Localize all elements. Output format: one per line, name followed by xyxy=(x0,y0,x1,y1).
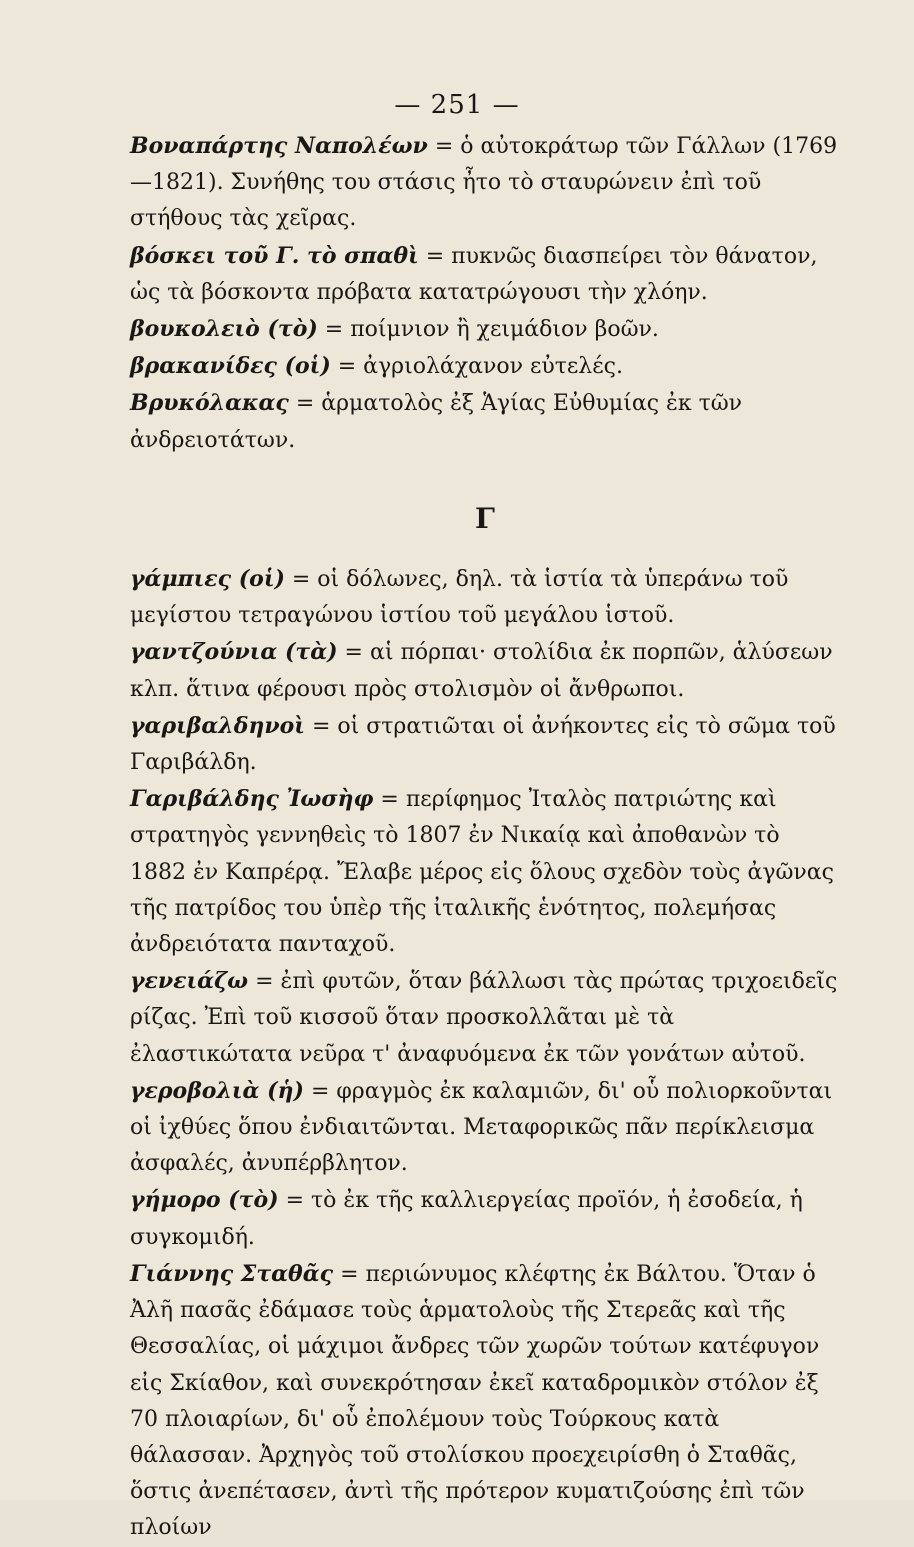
dictionary-entry xyxy=(130,128,840,238)
definition: = τὸ ἐκ τῆς καλλιεργείας προϊόν, ἡ ἐσοδεία, ἡ συγκομιδή. xyxy=(130,1188,803,1250)
definition: = φραγμὸς ἐκ καλαμιῶν, δι' οὗ πολιορκοῦνται οἱ ἰχθύες ὅπου ἐνδιαιτῶνται. Μεταφορικῶς πᾶν περίκλεισμα ἀσφαλές, ἀνυπέρβλητον. xyxy=(130,1078,833,1177)
headword: γάμπιες (οἱ) xyxy=(130,566,285,593)
headword: βουκολειὸ (τὸ) xyxy=(130,316,318,343)
dictionary-entry xyxy=(130,348,840,385)
page-number: — 251 — xyxy=(394,90,520,120)
definition: = περίφημος Ἰταλὸς πατριώτης καὶ στρατηγὸς γεννηθεὶς τὸ 1807 ἐν Νικαίᾳ καὶ ἀποθανὼν τὸ 1882 ἐν Καπρέρᾳ. Ἔλαβε μέρος εἰς ὅλους σχεδὸν τοὺς ἀγῶνας τῆς πατρίδος του ὑπὲρ τῆς ἰταλικῆς ἑνότητος, πολεμήσας ἀνδρειότατα πανταχοῦ. xyxy=(130,787,834,958)
headword: βόσκει τοῦ Γ. τὸ σπαθὶ xyxy=(130,242,419,269)
headword: γενειάζω xyxy=(130,968,249,995)
dictionary-text xyxy=(130,128,840,1547)
dictionary-entry xyxy=(130,238,840,311)
headword: Γιάννης Σταθᾶς xyxy=(130,1260,334,1287)
headword: Βρυκόλακας xyxy=(130,390,289,417)
dictionary-entry xyxy=(130,963,840,1073)
definition: = ποίμνιον ἢ χειμάδιον βοῶν. xyxy=(324,317,659,343)
headword: Γαριβάλδης Ἰωσὴφ xyxy=(130,786,374,813)
definition: = περιώνυμος κλέφτης ἐκ Βάλτου. Ὅταν ὁ Ἀλῆ πασᾶς ἐδάμασε τοὺς ἁρματολοὺς τῆς Στερεᾶς καὶ τῆς Θεσσαλίας, οἱ μάχιμοι ἄνδρες τῶν χωρῶν τούτων κατέφυγον εἰς Σκίαθον, καὶ συνεκρότησαν ἐκεῖ καταδρομικὸν στόλον ἐξ 70 πλοιαρίων, δι' οὗ ἐπολέμουν τοὺς Τούρκους κατὰ θάλασσαν. Ἀρχηγὸς τοῦ στολίσκου προεχειρίσθη ὁ Σταθᾶς, ὅστις ἀνεπέτασεν, ἀντὶ τῆς πρότερον κυματιζούσης ἐπὶ τῶν πλοίων xyxy=(130,1261,820,1541)
dictionary-entry xyxy=(130,781,840,963)
section-letter-heading: Γ xyxy=(475,501,495,535)
definition: = ἐπὶ φυτῶν, ὅταν βάλλωσι τὰς πρώτας τριχοειδεῖς ρίζας. Ἐπὶ τοῦ κισσοῦ ὅταν προσκολλᾶται μὲ τὰ ἐλαστικώτατα νεῦρα τ' ἀναφυόμενα ἐκ τῶν γονάτων αὐτοῦ. xyxy=(130,969,838,1067)
entries-after-section xyxy=(130,561,840,1546)
definition: = ἀγριολάχανον εὐτελές. xyxy=(337,354,623,380)
dictionary-entry xyxy=(130,1256,840,1547)
headword: γήμορο (τὸ) xyxy=(130,1187,279,1214)
definition: = αἱ πόρπαι· στολίδια ἐκ πορπῶν, ἁλύσεων κλπ. ἅτινα φέρουσι πρὸς στολισμὸν οἱ ἄνθρωποι. xyxy=(130,640,833,702)
dictionary-entry xyxy=(130,708,840,781)
definition: = ἁρματολὸς ἐξ Ἁγίας Εὐθυμίας ἐκ τῶν ἀνδρειοτάτων. xyxy=(130,391,743,453)
dictionary-entry xyxy=(130,311,840,348)
headword: Βοναπάρτης Ναπολέων xyxy=(130,133,428,159)
dictionary-entry xyxy=(130,1182,840,1255)
dictionary-entry xyxy=(130,385,840,458)
headword: γαντζούνια (τὰ) xyxy=(130,639,338,666)
headword: βρακανίδες (οἱ) xyxy=(130,353,331,380)
entries-before-section xyxy=(130,128,840,459)
headword: γαριβαλδηνοὶ xyxy=(130,712,305,739)
dictionary-entry xyxy=(130,634,840,707)
definition: = οἱ δόλωνες, δηλ. τὰ ἱστία τὰ ὑπεράνω τοῦ μεγίστου τετραγώνου ἱστίου τοῦ μεγάλου ἱστοῦ. xyxy=(130,567,789,629)
headword: γεροβολιὰ (ἡ) xyxy=(130,1077,304,1104)
definition: = οἱ στρατιῶται οἱ ἀνήκοντες εἰς τὸ σῶμα τοῦ Γαριβάλδη. xyxy=(130,713,836,776)
definition: = ὁ αὐτοκράτωρ τῶν Γάλλων (1769—1821). Συνήθης του στάσις ἦτο τὸ σταυρώνειν ἐπὶ τοῦ στήθους τὰς χεῖρας. xyxy=(130,134,838,232)
dictionary-entry xyxy=(130,561,840,634)
definition: = πυκνῶς διασπείρει τὸν θάνατον, ὡς τὰ βόσκοντα πρόβατα κατατρώγουσι τὴν χλόην. xyxy=(130,243,818,305)
dictionary-entry xyxy=(130,1073,840,1183)
